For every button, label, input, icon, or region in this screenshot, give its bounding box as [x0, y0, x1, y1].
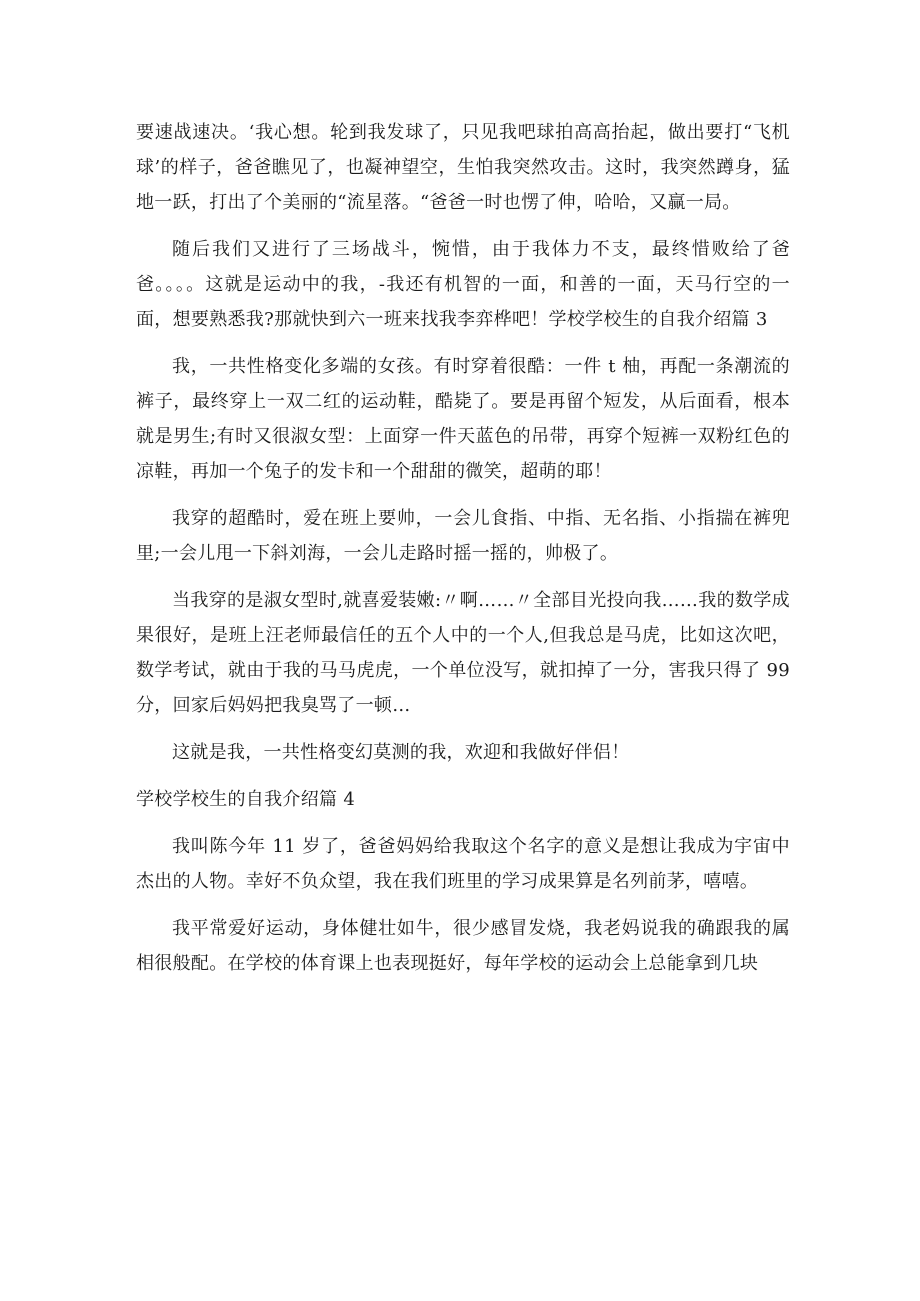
- paragraph-7: 我叫陈今年 11 岁了，爸爸妈妈给我取这个名字的意义是想让我成为宇宙中杰出的人物。幸好不负众望，我在我们班里的学习成果算是名列前茅，嘻嘻。: [136, 836, 790, 892]
- paragraph-1: 要速战速决。‘我心想。轮到我发球了，只见我吧球拍高高抬起，做出要打“飞机球’的样子，爸爸瞧见了，也凝神望空，生怕我突然攻击。这时，我突然蹲身，猛地一跃，打出了个美丽的“流星落。“爸爸一时也愣了伸，哈哈，又赢一局。: [136, 122, 790, 213]
- paragraph-6: 这就是我，一共性格变幻莫测的我，欢迎和我做好伴侣！: [172, 742, 630, 763]
- document-body: [136, 115, 790, 993]
- paragraph-8: 我平常爱好运动，身体健壮如牛，很少感冒发烧，我老妈说我的确跟我的属相很般配。在学校的体育课上也表现挺好，每年学校的运动会上总能拿到几块: [136, 918, 790, 974]
- section-heading: 学校学校生的自我介绍篇 4: [136, 789, 356, 810]
- paragraph-4: 我穿的超酷时，爱在班上要帅，一会儿食指、中指、无名指、小指揣在裤兜里;一会儿甩一下斜刘海，一会儿走路时摇一摇的，帅极了。: [136, 508, 790, 564]
- paragraph-3: 我，一共性格变化多端的女孩。有时穿着很酷：一件 t 柚，再配一条潮流的裤子，最终穿上一双二红的运动鞋，酷毙了。要是再留个短发，从后面看，根本就是男生;有时又很淑女型：上面穿一件天蓝色的吊带，再穿个短裤一双粉红色的凉鞋，再加一个兔子的发卡和一个甜甜的微笑，超萌的耶！: [136, 356, 790, 482]
- paragraph-5: 当我穿的是淑女型时,就喜爱装嫩:〃啊……〃全部目光投向我……我的数学成果很好，是班上汪老师最信任的五个人中的一个人,但我总是马虎，比如这次吧，数学考试，就由于我的马马虎虎，一个单位没写，就扣掉了一分，害我只得了 99 分，回家后妈妈把我臭骂了一顿…: [136, 590, 790, 716]
- paragraph-2: 随后我们又进行了三场战斗，惋惜，由于我体力不支，最终惜败给了爸爸。。。。这就是运动中的我，-我还有机智的一面，和善的一面，天马行空的一面，想要熟悉我?那就快到六一班来找我李弈桦吧！学校学校生的自我介绍篇 3: [136, 239, 790, 330]
